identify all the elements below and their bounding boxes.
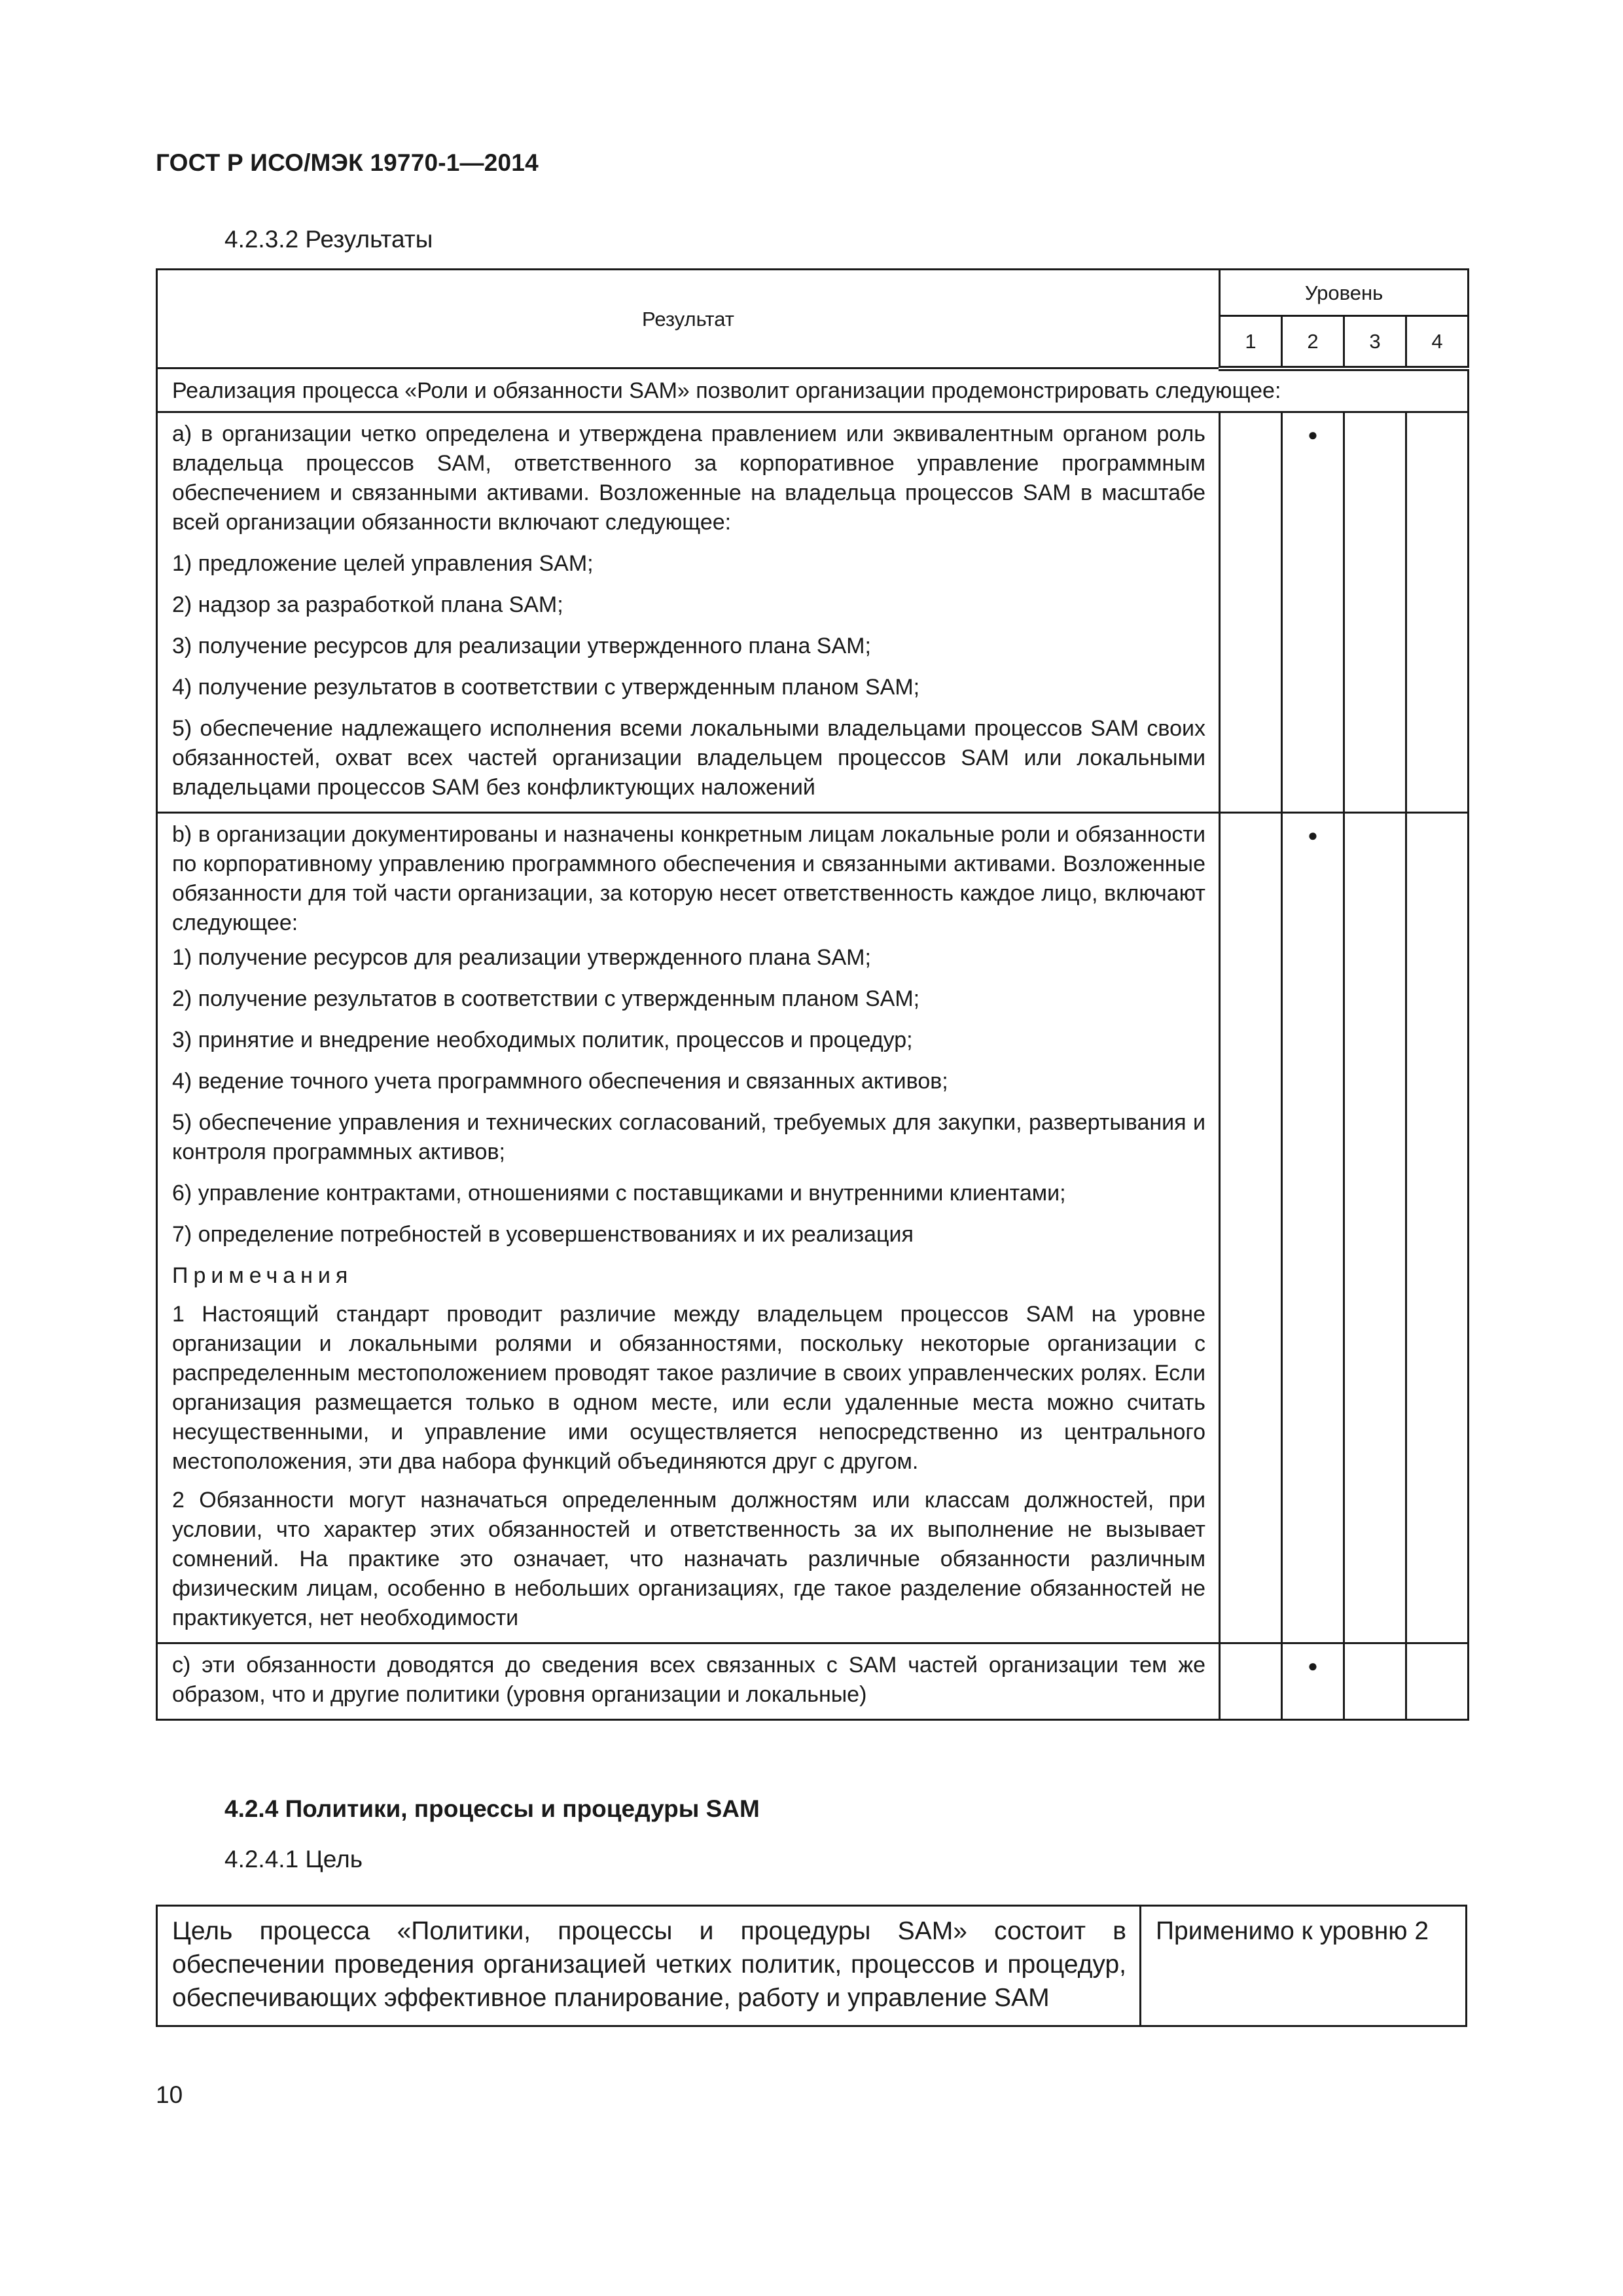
table-intro-text: Реализация процесса «Роли и обязанности SAM» позволит организации продемонстрировать следующее: — [172, 378, 1281, 403]
list-item: 5) обеспечение надлежащего исполнения всеми локальными владельцами процессов SAM своих обязанностей, охват всех частей организации владельцем процессов SAM или локальными владельцами процессов SAM без конфликтующих наложений — [172, 715, 1205, 800]
table-intro-row — [157, 368, 1469, 412]
table-row — [157, 1643, 1469, 1719]
level-2-header: 2 — [1282, 316, 1344, 368]
level-4-header: 4 — [1406, 316, 1469, 368]
list-item: 3) получение ресурсов для реализации утвержденного плана SAM; — [172, 633, 871, 658]
section-results-title: 4.2.3.2 Результаты — [224, 226, 433, 253]
item-a-level-2 — [1282, 412, 1344, 812]
item-b-level-2 — [1282, 812, 1344, 1643]
note-1: 1 Настоящий стандарт проводит различие между владельцем процессов SAM на уровне организации и локальными ролями и обязанностями, поскольку некоторые организации с распределенным местоположением проводят такое различие в своих управленческих ролях. Если организация размещается только в одном месте, или если удаленные места можно считать несущественными, и управление ими осуществляется непосредственно из центрального местоположения, эти два набора функций объединяются друг с другом. — [172, 1301, 1205, 1474]
list-item: 3) принятие и внедрение необходимых политик, процессов и процедур; — [172, 1027, 913, 1052]
section-goal-title: 4.2.4.1 Цель — [224, 1846, 363, 1873]
item-a-level-4 — [1406, 412, 1469, 812]
item-c-level-1 — [1220, 1643, 1282, 1719]
list-item: 7) определение потребностей в усовершенствованиях и их реализация — [172, 1221, 914, 1247]
level-3-header: 3 — [1344, 316, 1406, 368]
table-row — [157, 812, 1469, 1643]
item-c-level-3 — [1344, 1643, 1406, 1719]
goal-text: Цель процесса «Политики, процессы и процедуры SAM» состоит в обеспечении проведения организацией четких политик, процессов и процедур, обеспечивающих эффективное планирование, работу и управление SAM — [157, 1906, 1141, 2026]
item-b-level-3 — [1344, 812, 1406, 1643]
list-item: 4) ведение точного учета программного обеспечения и связанных активов; — [172, 1068, 948, 1094]
item-b-text: b) в организации документированы и назначены конкретным лицам локальные роли и обязанности по корпоративному управлению программного обеспечения и связанными активами. Возложенные обязанности для той части организации, за которую несет ответственность каждое лицо, включают следующее: — [172, 821, 1205, 935]
item-a-level-3 — [1344, 412, 1406, 812]
goal-table — [156, 1905, 1467, 2027]
level-1-header: 1 — [1220, 316, 1282, 368]
item-a-level-1 — [1220, 412, 1282, 812]
document-header: ГОСТ Р ИСО/МЭК 19770-1—2014 — [156, 149, 539, 176]
list-item: 6) управление контрактами, отношениями с поставщиками и внутренними клиентами; — [172, 1180, 1066, 1206]
results-table — [156, 268, 1469, 1721]
list-item: 2) надзор за разработкой плана SAM; — [172, 592, 563, 617]
level-mark-icon: ● — [1308, 424, 1318, 444]
level-mark-icon: ● — [1308, 825, 1318, 845]
item-a-cell — [157, 412, 1220, 812]
item-b-level-4 — [1406, 812, 1469, 1643]
level-column-header: Уровень — [1220, 270, 1469, 316]
item-b-cell — [157, 812, 1220, 1643]
item-c-text: c) эти обязанности доводятся до сведения всех связанных с SAM частей организации тем же образом, что и другие политики (уровня организации и локальные) — [172, 1652, 1205, 1707]
list-item: 1) получение ресурсов для реализации утвержденного плана SAM; — [172, 944, 871, 970]
result-column-header: Результат — [157, 270, 1220, 368]
page-number: 10 — [156, 2081, 183, 2108]
section-policies-title: 4.2.4 Политики, процессы и процедуры SAM — [224, 1795, 760, 1822]
list-item: 1) предложение целей управления SAM; — [172, 550, 594, 576]
goal-applicability: Применимо к уровню 2 — [1141, 1906, 1467, 2026]
item-c-level-4 — [1406, 1643, 1469, 1719]
level-mark-icon: ● — [1308, 1655, 1318, 1676]
list-item: 5) обеспечение управления и технических согласований, требуемых для закупки, развертывания и контроля программных активов; — [172, 1109, 1205, 1164]
item-a-text: a) в организации четко определена и утверждена правлением или эквивалентным органом роль владельца процессов SAM, ответственного за корпоративное управление программным обеспечением и связанными активами. Возложенные на владельца процессов SAM в масштабе всей организации обязанности включают следующее: — [172, 421, 1205, 535]
list-item: 4) получение результатов в соответствии с утвержденным планом SAM; — [172, 674, 920, 700]
list-item: 2) получение результатов в соответствии с утвержденным планом SAM; — [172, 986, 920, 1011]
table-row — [157, 412, 1469, 812]
note-2: 2 Обязанности могут назначаться определенным должностям или классам должностей, при условии, что характер этих обязанностей и ответственность за их выполнение не вызывает сомнений. На практике это означает, что назначать различные обязанности различным физическим лицам, особенно в небольших организациях, где такое разделение обязанностей не практикуется, нет необходимости — [172, 1487, 1205, 1630]
item-b-level-1 — [1220, 812, 1282, 1643]
item-c-cell — [157, 1643, 1220, 1719]
notes-heading: Примечания — [172, 1263, 353, 1288]
item-c-level-2 — [1282, 1643, 1344, 1719]
